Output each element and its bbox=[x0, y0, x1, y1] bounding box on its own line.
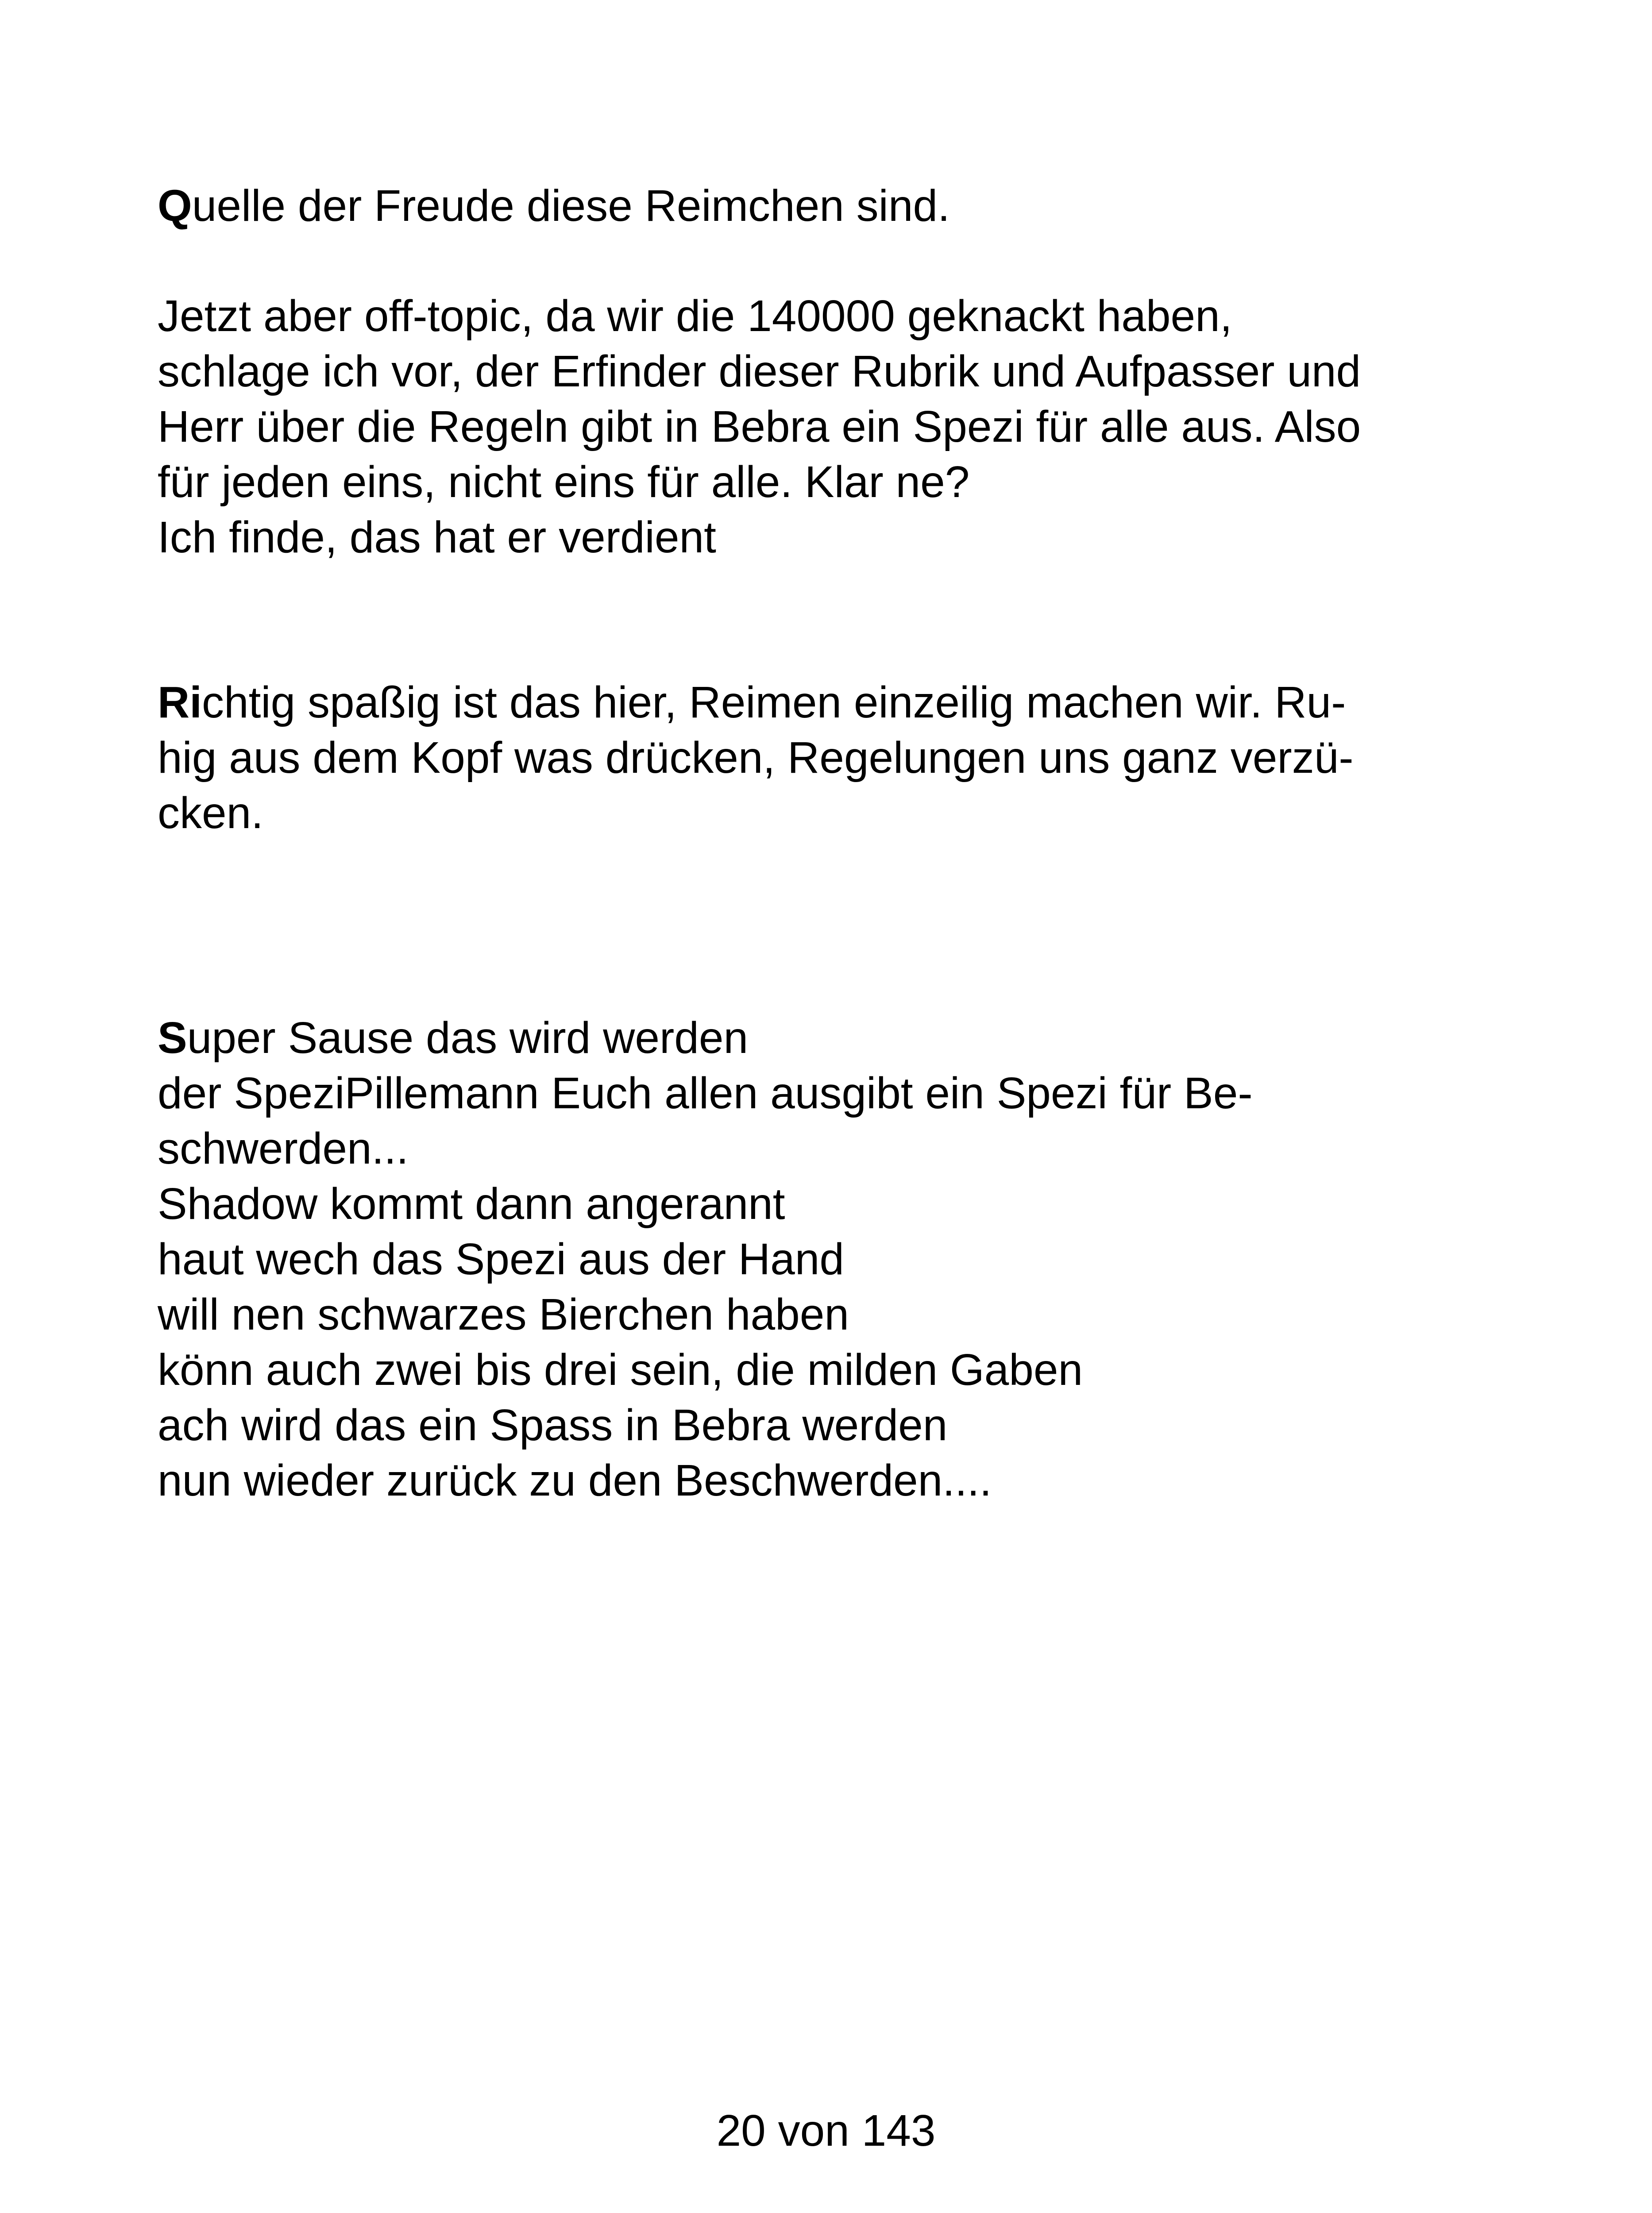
paragraph-line bbox=[158, 1010, 1508, 1066]
paragraph-super bbox=[158, 1010, 1508, 1508]
paragraph-line: für jeden eins, nicht eins für alle. Klar ne? bbox=[158, 457, 970, 507]
paragraph-richtig bbox=[158, 675, 1508, 841]
initial-letter: Q bbox=[158, 181, 192, 231]
paragraph-line: Ich finde, das hat er verdient bbox=[158, 513, 716, 562]
paragraph-line: nun wieder zurück zu den Beschwerden.... bbox=[158, 1456, 992, 1505]
initial-letter: S bbox=[158, 1013, 187, 1063]
line-text: uper Sause das wird werden bbox=[187, 1013, 749, 1063]
paragraph-line: hig aus dem Kopf was drücken, Regelungen uns ganz verzü- bbox=[158, 733, 1354, 783]
paragraph-line bbox=[158, 675, 1508, 730]
paragraph-line: cken. bbox=[158, 788, 264, 838]
paragraph-line: der SpeziPillemann Euch allen ausgibt ein Spezi für Be- bbox=[158, 1068, 1253, 1118]
initial-letter: Ri bbox=[158, 678, 202, 727]
page-number: 20 von 143 bbox=[716, 2106, 936, 2155]
paragraph-line bbox=[158, 178, 1508, 234]
paragraph-line: ach wird das ein Spass in Bebra werden bbox=[158, 1400, 948, 1450]
paragraph-line: Shadow kommt dann angerannt bbox=[158, 1179, 785, 1229]
paragraph-line: Jetzt aber off-topic, da wir die 140000 geknackt haben, bbox=[158, 291, 1232, 341]
paragraph-line: könn auch zwei bis drei sein, die milden Gaben bbox=[158, 1345, 1083, 1395]
paragraph-jetzt bbox=[158, 289, 1508, 565]
paragraph-line: schlage ich vor, der Erfinder dieser Rubrik und Aufpasser und bbox=[158, 347, 1361, 396]
line-text: uelle der Freude diese Reimchen sind. bbox=[192, 181, 950, 231]
paragraph-quelle bbox=[158, 178, 1508, 234]
paragraph-line: haut wech das Spezi aus der Hand bbox=[158, 1234, 844, 1284]
paragraph-line: schwerden... bbox=[158, 1124, 409, 1173]
paragraph-line: will nen schwarzes Bierchen haben bbox=[158, 1290, 849, 1339]
line-text: chtig spaßig ist das hier, Reimen einzeilig machen wir. Ru- bbox=[202, 678, 1346, 727]
paragraph-line: Herr über die Regeln gibt in Bebra ein Spezi für alle aus. Also bbox=[158, 402, 1361, 451]
